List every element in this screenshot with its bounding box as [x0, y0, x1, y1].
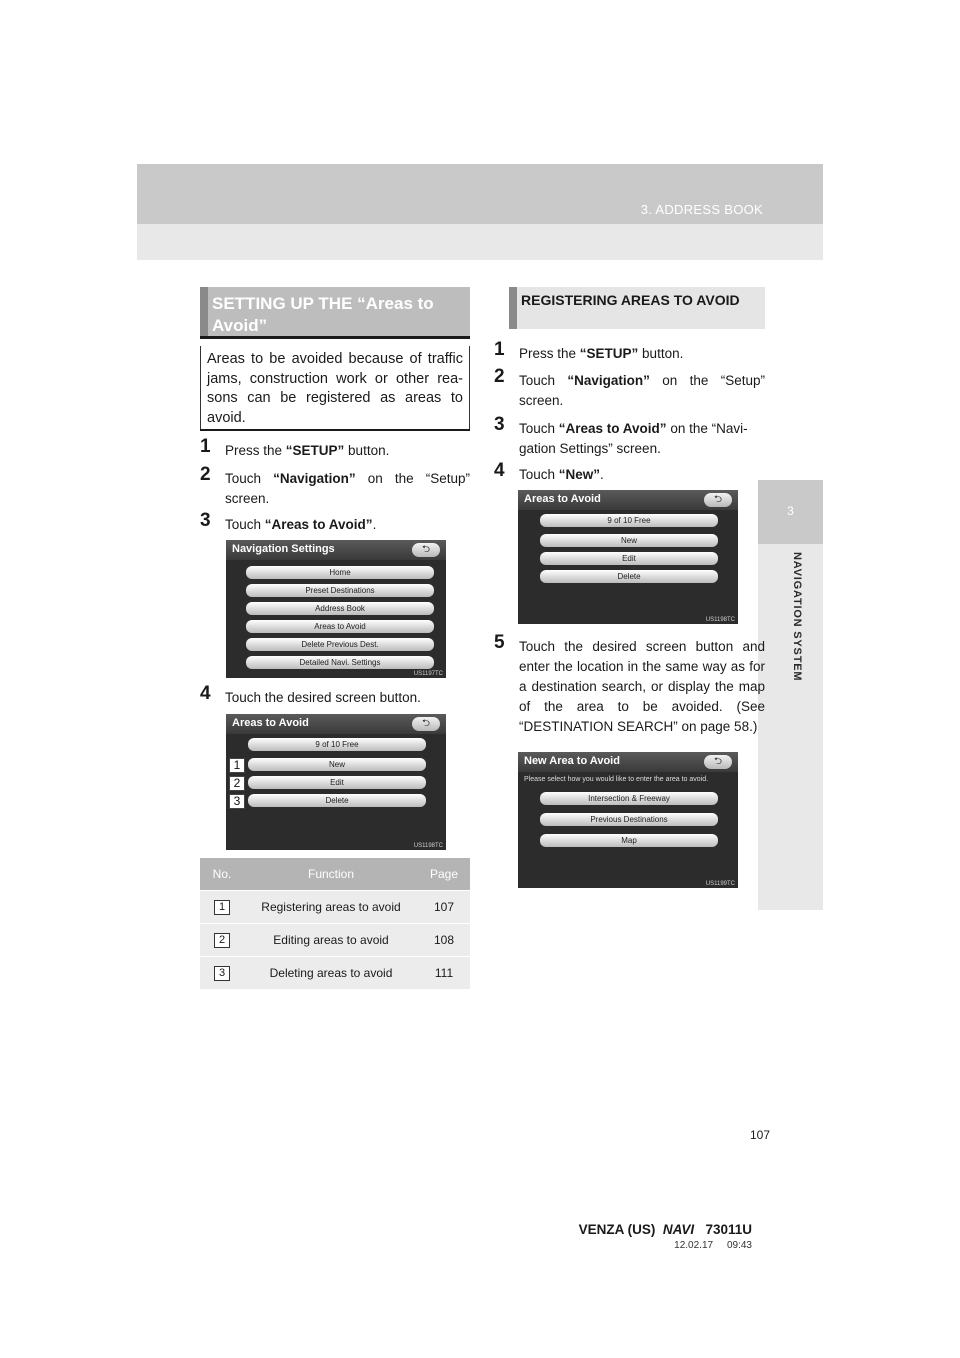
col-header-no: No. — [200, 858, 244, 890]
col-header-page: Page — [418, 858, 470, 890]
right-step-2: 2 Touch “Navigation” on the “Setup” screen. — [494, 366, 765, 408]
note-rule — [200, 429, 470, 431]
back-icon[interactable]: ⮌ — [412, 543, 440, 557]
screenshot-new-area-to-avoid: New Area to Avoid ⮌ Please select how you would like to enter the area to avoid. Intersection & Freeway Previous Destinations Map US1199TC — [518, 752, 738, 888]
row-number: 2 — [214, 933, 230, 948]
side-tab-label: NAVIGATION SYSTEM — [758, 544, 823, 910]
shot-button-delete[interactable]: Delete — [540, 570, 718, 583]
shot-button-detailed-navi-settings[interactable]: Detailed Navi. Settings — [246, 656, 434, 669]
page-number: 107 — [749, 1128, 770, 1142]
shot-button-delete-previous-dest[interactable]: Delete Previous Dest. — [246, 638, 434, 651]
back-icon[interactable]: ⮌ — [704, 493, 732, 507]
left-step-3: 3 Touch “Areas to Avoid”. — [200, 510, 377, 532]
shot-button-edit[interactable]: Edit — [248, 776, 426, 789]
left-step-1: 1 Press the “SETUP” button. — [200, 436, 390, 458]
col-header-function: Function — [244, 858, 418, 890]
row-number: 1 — [214, 900, 230, 915]
row-function: Editing areas to avoid — [244, 923, 418, 956]
heading-accent-bar — [200, 287, 208, 336]
header-subbar — [137, 224, 823, 260]
left-step-4: 4 Touch the desired screen button. — [200, 683, 421, 705]
shot-button-edit[interactable]: Edit — [540, 552, 718, 565]
callout-1: 1 — [229, 758, 245, 773]
screenshot-navigation-settings: Navigation Settings ⮌ Home Preset Destinations Address Book Areas to Avoid Delete Previous Dest. Detailed Navi. Settings US1197TC — [226, 540, 446, 678]
back-icon[interactable]: ⮌ — [412, 717, 440, 731]
image-caption: US1197TC — [413, 671, 443, 677]
header-bar — [137, 164, 823, 224]
model-line: VENZA (US) NAVI 73011U — [578, 1222, 752, 1237]
shot-button-preset-destinations[interactable]: Preset Destinations — [246, 584, 434, 597]
shot-button-new[interactable]: New — [540, 534, 718, 547]
shot-button-previous-destinations[interactable]: Previous Destinations — [540, 813, 718, 826]
heading-rule — [200, 336, 470, 339]
section-heading-registering: REGISTERING AREAS TO AVOID — [509, 287, 765, 329]
intro-note: Areas to be avoided because of traffic jams, construction work or other rea-sons can be registered as areas to avoid. — [200, 346, 470, 430]
shot-button-areas-to-avoid[interactable]: Areas to Avoid — [246, 620, 434, 633]
row-function: Deleting areas to avoid — [244, 956, 418, 989]
shot-button-delete[interactable]: Delete — [248, 794, 426, 807]
left-step-2: 2 Touch “Navigation” on the “Setup” screen. — [200, 464, 470, 506]
table-row — [200, 923, 470, 956]
row-page: 111 — [418, 956, 470, 989]
row-page: 108 — [418, 923, 470, 956]
shot-button-address-book[interactable]: Address Book — [246, 602, 434, 615]
side-tab-number: 3 — [758, 480, 823, 544]
table-row — [200, 890, 470, 923]
screenshot-areas-to-avoid: Areas to Avoid ⮌ 9 of 10 Free New Edit Delete 1 2 3 US1198TC — [226, 714, 446, 850]
table-row — [200, 956, 470, 989]
callout-3: 3 — [229, 794, 245, 809]
image-caption: US1198TC — [413, 843, 443, 849]
chapter-title: 3. ADDRESS BOOK — [640, 202, 763, 217]
screenshot-areas-to-avoid-new: Areas to Avoid ⮌ 9 of 10 Free New Edit Delete US1198TC — [518, 490, 738, 624]
right-step-1: 1 Press the “SETUP” button. — [494, 339, 684, 361]
row-page: 107 — [418, 890, 470, 923]
shot-button-free-count[interactable]: 9 of 10 Free — [248, 738, 426, 751]
shot-button-map[interactable]: Map — [540, 834, 718, 847]
print-datetime: 12.02.17 09:43 — [674, 1240, 752, 1251]
right-step-5: 5 Touch the desired screen button and enter the location in the same way as for a destination search, or display the map of the area to be avoided. (See “DESTINATION SEARCH” on page 58.) — [494, 632, 765, 734]
function-table — [200, 858, 470, 989]
image-caption: US1198TC — [705, 617, 735, 623]
shot-button-new[interactable]: New — [248, 758, 426, 771]
right-step-3: 3 Touch “Areas to Avoid” on the “Navi-gation Settings” screen. — [494, 414, 748, 456]
image-caption: US1199TC — [705, 881, 735, 887]
row-function: Registering areas to avoid — [244, 890, 418, 923]
callout-2: 2 — [229, 776, 245, 791]
shot-button-intersection-freeway[interactable]: Intersection & Freeway — [540, 792, 718, 805]
heading-accent-bar — [509, 287, 517, 329]
right-step-4: 4 Touch “New”. — [494, 460, 604, 482]
shot-instruction: Please select how you would like to enter the area to avoid. — [524, 776, 709, 783]
shot-button-home[interactable]: Home — [246, 566, 434, 579]
shot-button-free-count[interactable]: 9 of 10 Free — [540, 514, 718, 527]
row-number: 3 — [214, 966, 230, 981]
back-icon[interactable]: ⮌ — [704, 755, 732, 769]
section-heading-setting-up: SETTING UP THE “Areas to Avoid” — [200, 287, 470, 336]
